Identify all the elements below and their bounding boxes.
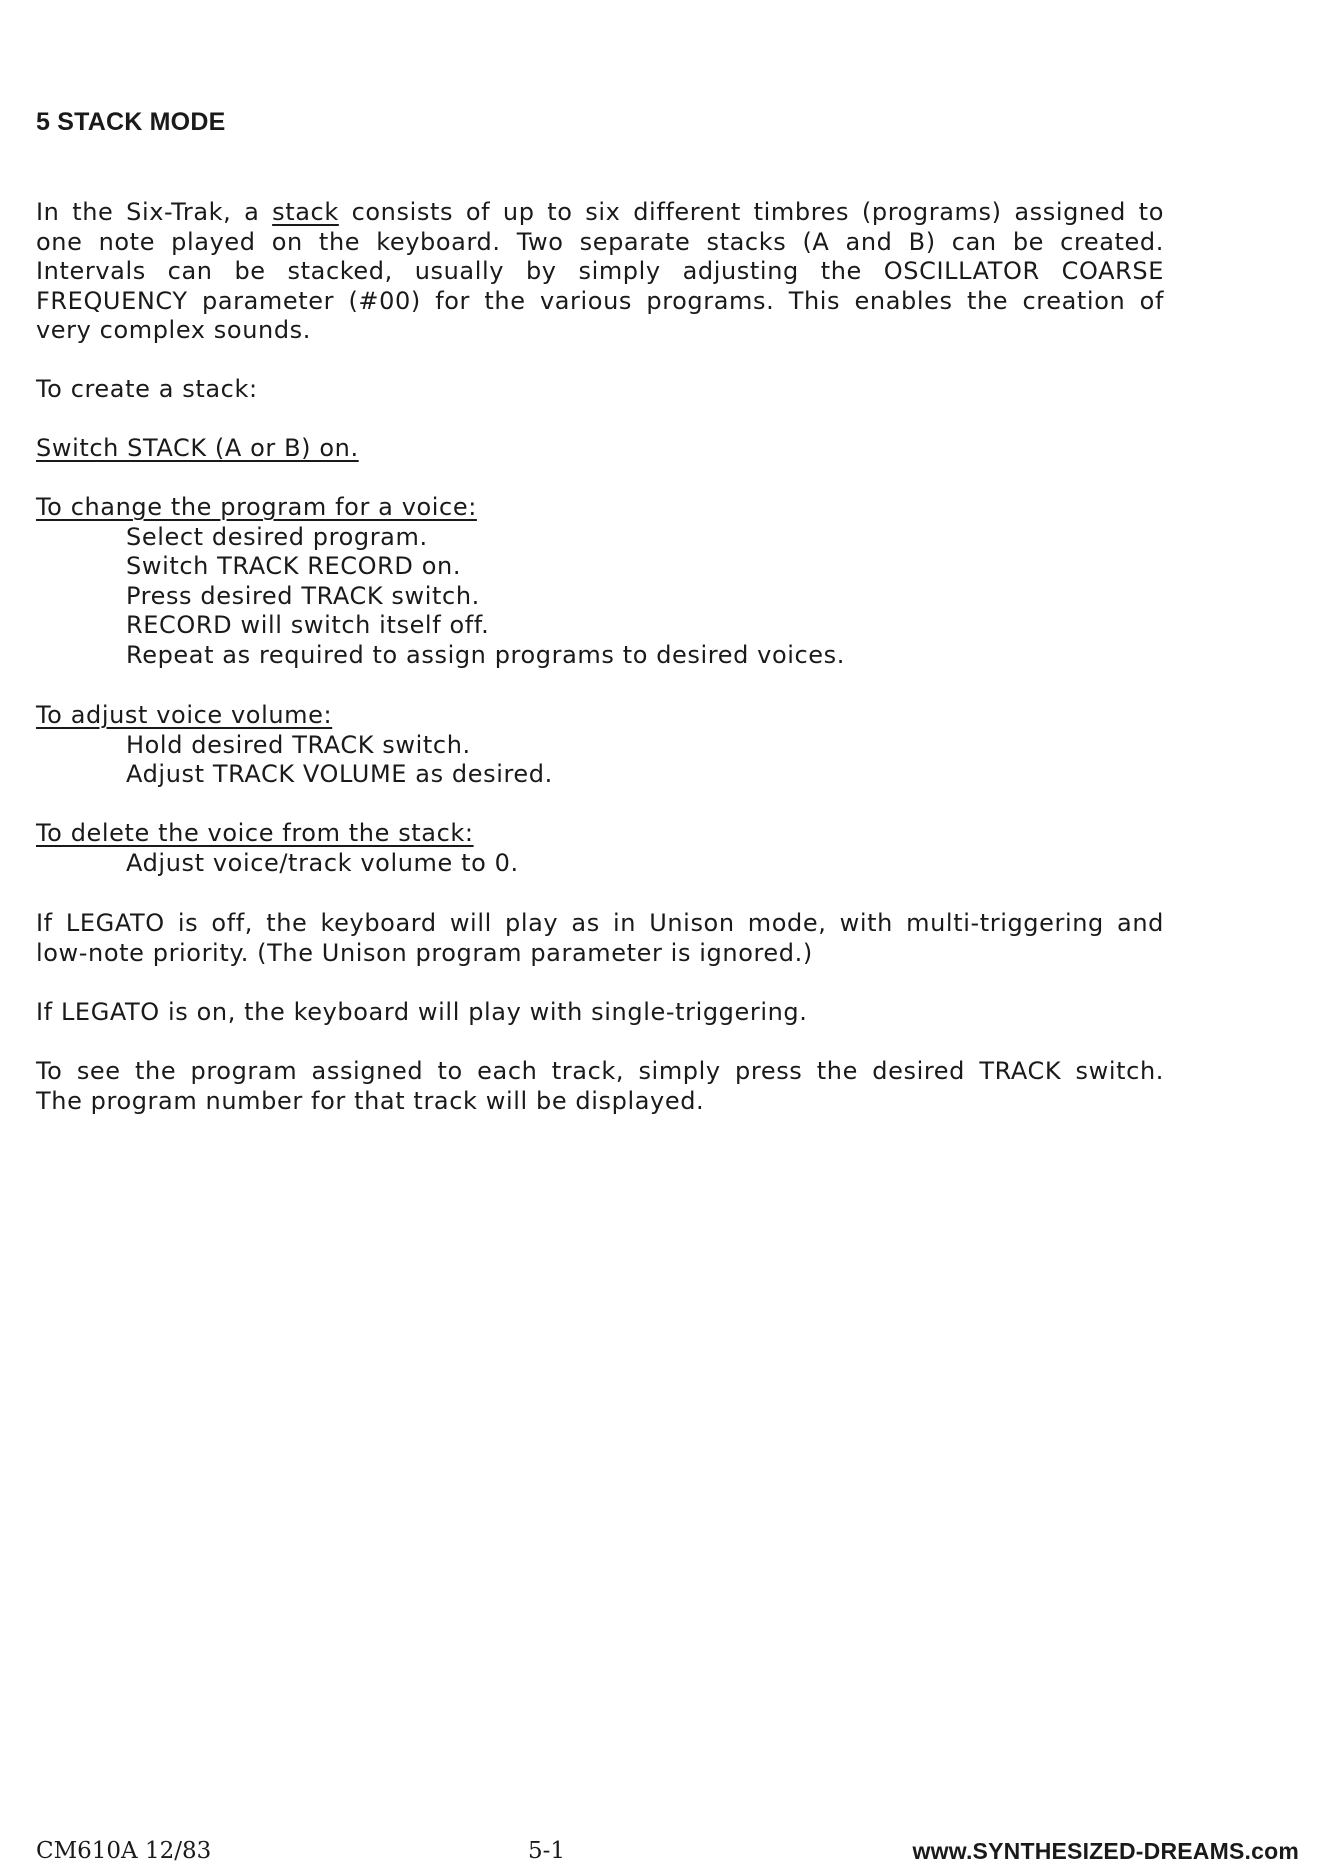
- see-program-line-1: To see the program assigned to each track, simply press the desired TRACK switch.: [36, 1057, 1164, 1085]
- adjust-volume-title: To adjust voice volume:: [36, 701, 333, 729]
- footer-website: www.SYNTHESIZED-DREAMS.com: [912, 1838, 1299, 1864]
- create-stack-label: To create a stack:: [36, 375, 258, 403]
- intro-line-3: Intervals can be stacked, usually by simply adjusting the OSCILLATOR COARSE: [36, 257, 1164, 285]
- delete-voice-section: [36, 819, 1164, 878]
- intro-line-2: one note played on the keyboard. Two separate stacks (A and B) can be created.: [36, 227, 1164, 256]
- delete-voice-title: To delete the voice from the stack:: [36, 819, 474, 847]
- adjust-volume-step: Adjust TRACK VOLUME as desired.: [126, 760, 553, 788]
- adjust-volume-step: Hold desired TRACK switch.: [126, 730, 471, 759]
- see-program-paragraph: [36, 1057, 1164, 1116]
- intro-line-4: FREQUENCY parameter (#00) for the various programs. This enables the creation of: [36, 286, 1164, 315]
- footer-doc-code: CM610A 12/83: [36, 1838, 212, 1864]
- intro-line-1: In the Six-Trak, a stack consists of up to six different timbres (programs) assigned to: [36, 198, 1164, 226]
- adjust-volume-section: [36, 701, 1164, 790]
- switch-stack-instruction: Switch STACK (A or B) on.: [36, 434, 359, 462]
- intro-line-5: very complex sounds.: [36, 316, 311, 344]
- change-program-title: To change the program for a voice:: [36, 493, 477, 521]
- legato-off-line-2: low-note priority. (The Unison program parameter is ignored.): [36, 938, 813, 967]
- change-program-step: Switch TRACK RECORD on.: [126, 552, 462, 580]
- change-program-step: Repeat as required to assign programs to desired voices.: [126, 640, 846, 669]
- change-program-step: RECORD will switch itself off.: [126, 611, 490, 639]
- section-heading: 5 STACK MODE: [36, 108, 226, 136]
- legato-on-paragraph: If LEGATO is on, the keyboard will play with single-triggering.: [36, 998, 808, 1026]
- footer-page-number: 5-1: [528, 1838, 566, 1864]
- see-program-line-2: The program number for that track will be displayed.: [36, 1086, 705, 1115]
- delete-voice-step: Adjust voice/track volume to 0.: [126, 848, 519, 877]
- intro-paragraph: [36, 198, 1164, 346]
- change-program-step: Select desired program.: [126, 522, 428, 551]
- change-program-section: [36, 493, 1164, 670]
- change-program-step: Press desired TRACK switch.: [126, 581, 480, 610]
- stack-term: stack: [272, 198, 339, 226]
- legato-off-paragraph: [36, 909, 1164, 968]
- legato-off-line-1: If LEGATO is off, the keyboard will play as in Unison mode, with multi-triggering and: [36, 909, 1164, 937]
